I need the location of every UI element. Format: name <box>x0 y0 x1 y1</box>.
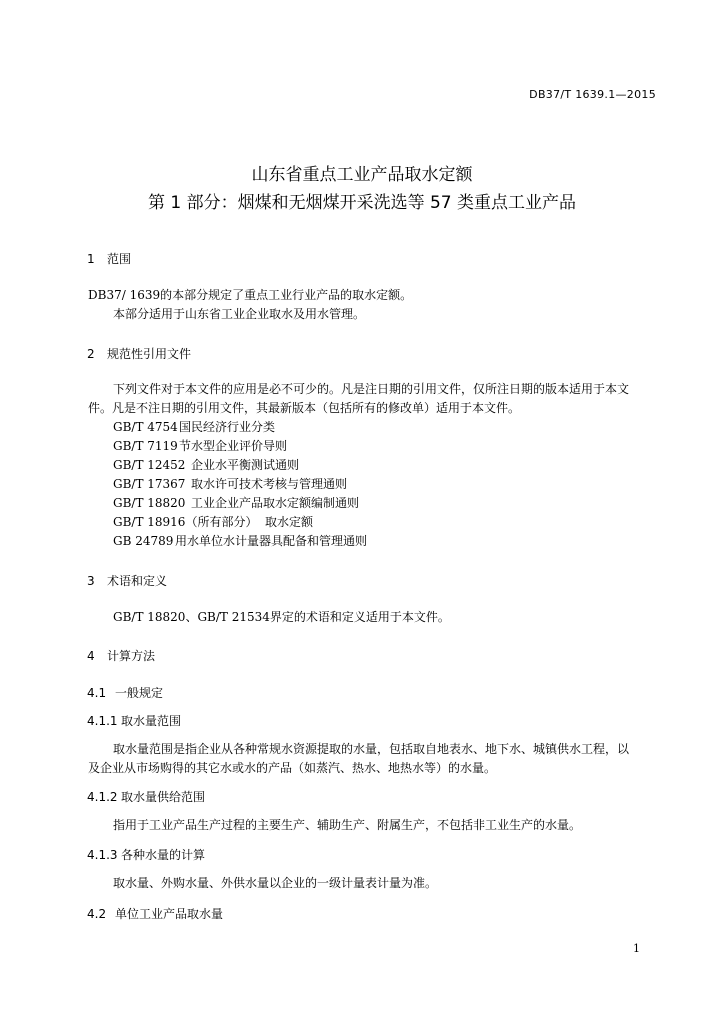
section-3-heading <box>87 572 167 589</box>
paragraph: 件。凡是不注日期的引用文件，其最新版本（包括所有的修改单）适用于本文件。 <box>88 401 521 415</box>
reference-name: 取水定额 <box>265 515 314 529</box>
reference-item <box>113 418 275 435</box>
document-title-line2: 第 1 部分：烟煤和无烟煤开采洗选等 57 类重点工业产品 <box>147 193 577 213</box>
subsection-4-1-1-heading <box>87 712 181 729</box>
reference-name: 工业企业产品取水定额编制通则 <box>191 496 360 510</box>
section-title: 一般规定 <box>115 686 164 700</box>
paragraph: 取水量范围是指企业从各种常规水资源提取的水量，包括取自地表水、地下水、城镇供水工程，以 <box>113 742 630 756</box>
reference-item <box>113 494 359 511</box>
reference-code: GB/T 18916（所有部分） <box>113 515 258 529</box>
document-title-line1: 山东省重点工业产品取水定额 <box>251 165 473 185</box>
section-number: 4.1.2 <box>87 790 118 804</box>
section-number: 4.1 <box>87 686 107 700</box>
paragraph: GB/T 18820、GB/T 21534界定的术语和定义适用于本文件。 <box>113 610 450 624</box>
reference-name: 取水许可技术考核与管理通则 <box>191 477 348 491</box>
subsection-4-1-heading <box>87 684 163 701</box>
section-number: 3 <box>87 574 95 588</box>
paragraph: DB37/ 1639的本部分规定了重点工业行业产品的取水定额。 <box>88 288 413 302</box>
reference-item <box>113 532 367 549</box>
reference-code: GB/T 12452 <box>113 458 186 472</box>
section-number: 4.1.3 <box>87 848 118 862</box>
section-title: 范围 <box>107 252 132 266</box>
section-title: 单位工业产品取水量 <box>115 907 224 921</box>
paragraph: 指用于工业产品生产过程的主要生产、辅助生产、附属生产，不包括非工业生产的水量。 <box>113 818 582 832</box>
subsection-4-1-3-heading <box>87 846 205 863</box>
section-4-heading <box>87 647 155 664</box>
reference-name: 企业水平衡测试通则 <box>191 458 300 472</box>
paragraph: 及企业从市场购得的其它水或水的产品（如蒸汽、热水、地热水等）的水量。 <box>88 761 497 775</box>
subsection-4-1-2-heading <box>87 788 205 805</box>
paragraph: 取水量、外购水量、外供水量以企业的一级计量表计量为准。 <box>113 876 438 890</box>
section-title: 取水量范围 <box>121 714 182 728</box>
reference-code: GB/T 18820 <box>113 496 186 510</box>
page-number: 1 <box>633 942 640 955</box>
reference-code: GB/T 17367 <box>113 477 186 491</box>
section-title: 各种水量的计算 <box>121 848 206 862</box>
reference-item <box>113 475 347 492</box>
reference-code: GB/T 7119 <box>113 439 178 453</box>
reference-code: GB/T 4754 <box>113 420 178 434</box>
section-title: 术语和定义 <box>107 574 168 588</box>
section-title: 规范性引用文件 <box>107 347 192 361</box>
section-number: 2 <box>87 347 95 361</box>
section-title: 计算方法 <box>107 649 156 663</box>
section-2-heading <box>87 345 191 362</box>
section-1-heading <box>87 250 131 267</box>
subsection-4-2-heading <box>87 905 223 922</box>
paragraph: 本部分适用于山东省工业企业取水及用水管理。 <box>113 307 366 321</box>
section-number: 4.1.1 <box>87 714 118 728</box>
reference-name: 用水单位水计量器具配备和管理通则 <box>175 534 368 548</box>
section-number: 4.2 <box>87 907 107 921</box>
reference-code: GB 24789 <box>113 534 174 548</box>
section-title: 取水量供给范围 <box>121 790 206 804</box>
paragraph: 下列文件对于本文件的应用是必不可少的。凡是注日期的引用文件，仅所注日期的版本适用于本文 <box>113 382 630 396</box>
reference-name: 国民经济行业分类 <box>179 420 276 434</box>
reference-item <box>113 513 313 530</box>
section-number: 1 <box>87 252 95 266</box>
reference-item <box>113 456 299 473</box>
standard-code: DB37/T 1639.1—2015 <box>529 88 656 101</box>
reference-name: 节水型企业评价导则 <box>179 439 288 453</box>
section-number: 4 <box>87 649 95 663</box>
reference-item <box>113 437 287 454</box>
